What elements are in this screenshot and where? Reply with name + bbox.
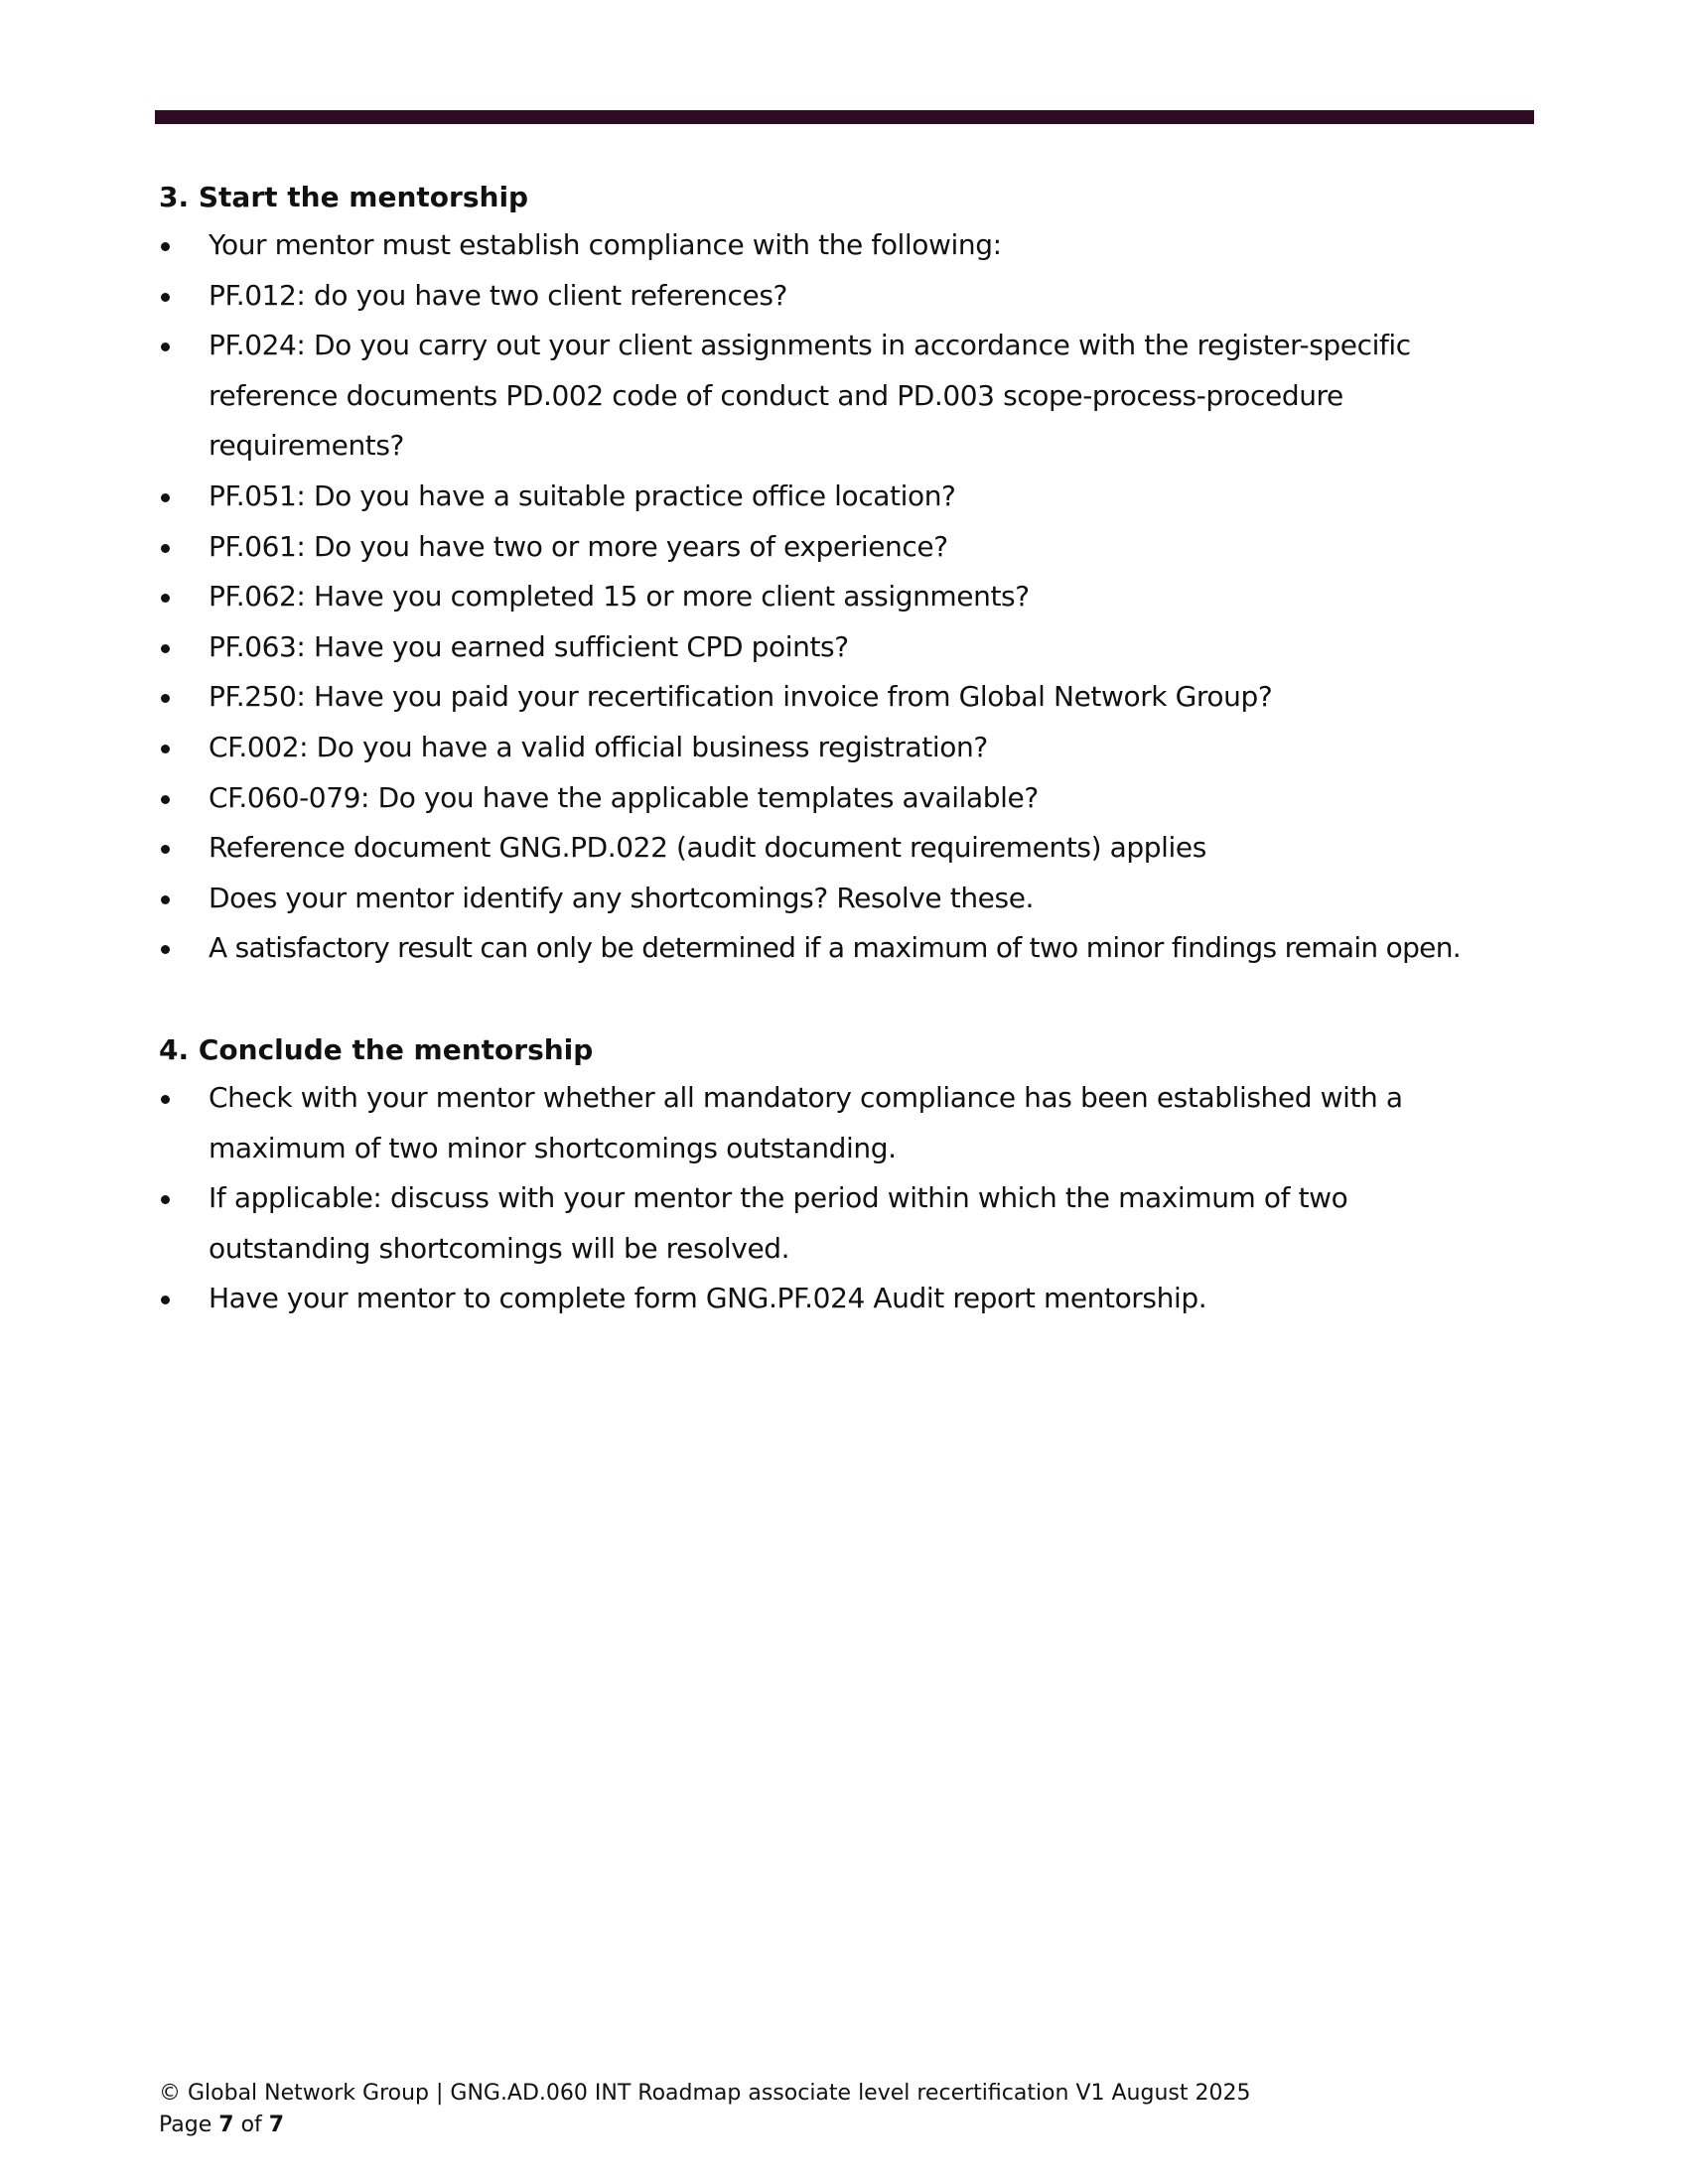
list-item bbox=[159, 1173, 1539, 1274]
list-item bbox=[159, 823, 1539, 874]
list-item-text: Your mentor must establish compliance with the following: bbox=[209, 228, 1002, 261]
footer-page-number bbox=[159, 2110, 1250, 2141]
list-item-text: PF.062: Have you completed 15 or more client assignments? bbox=[209, 580, 1030, 614]
list-item-text: PF.250: Have you paid your recertification invoice from Global Network Group? bbox=[209, 680, 1273, 714]
list-item bbox=[159, 622, 1539, 673]
list-item-text: Have your mentor to complete form GNG.PF.024 Audit report mentorship. bbox=[209, 1282, 1207, 1315]
list-item bbox=[159, 271, 1539, 322]
list-item bbox=[159, 672, 1539, 723]
bullet-icon bbox=[161, 845, 170, 854]
bullet-icon bbox=[161, 493, 170, 502]
bullet-icon bbox=[161, 1195, 170, 1204]
list-item-text: PF.024: Do you carry out your client assignments in accordance with the register-specific reference documents PD.002 code of conduct and PD.003 scope-process-procedure requirements? bbox=[209, 329, 1411, 463]
list-item bbox=[159, 1274, 1539, 1324]
page-label: Page bbox=[159, 2113, 212, 2137]
list-item-text: If applicable: discuss with your mentor the period within which the maximum of two outstanding shortcomings will be resolved. bbox=[209, 1181, 1348, 1265]
list-item bbox=[159, 773, 1539, 824]
list-item-text: CF.002: Do you have a valid official business registration? bbox=[209, 730, 988, 763]
bullet-icon bbox=[161, 342, 170, 351]
list-item-text: PF.012: do you have two client references? bbox=[209, 278, 787, 312]
page-total: 7 bbox=[268, 2113, 285, 2137]
bullet-icon bbox=[161, 293, 170, 302]
section-heading-conclude-mentorship: 4. Conclude the mentorship bbox=[159, 1032, 594, 1066]
start-mentorship-list bbox=[159, 220, 1539, 974]
list-item-text: Check with your mentor whether all mandatory compliance has been established with a maximum of two minor shortcomings outstanding. bbox=[209, 1080, 1403, 1164]
document-body bbox=[159, 175, 1539, 1324]
list-item bbox=[159, 522, 1539, 573]
list-item bbox=[159, 1073, 1539, 1173]
section-spacer bbox=[159, 974, 1539, 1027]
list-item-text: CF.060-079: Do you have the applicable templates available? bbox=[209, 780, 1039, 814]
list-item-text: PF.061: Do you have two or more years of experience? bbox=[209, 529, 948, 563]
bullet-icon bbox=[161, 1095, 170, 1104]
page-footer bbox=[159, 2078, 1250, 2141]
bullet-icon bbox=[161, 694, 170, 703]
top-divider-bar bbox=[155, 110, 1534, 124]
bullet-icon bbox=[161, 1296, 170, 1304]
page-current: 7 bbox=[218, 2113, 234, 2137]
footer-copyright: © Global Network Group | GNG.AD.060 INT Roadmap associate level recertification V1 August 2025 bbox=[159, 2081, 1251, 2106]
list-item-text: PF.063: Have you earned sufficient CPD points? bbox=[209, 629, 849, 663]
bullet-icon bbox=[161, 242, 170, 251]
list-item-text: Does your mentor identify any shortcomings? Resolve these. bbox=[209, 881, 1035, 914]
list-item bbox=[159, 874, 1539, 924]
list-item bbox=[159, 220, 1539, 271]
bullet-icon bbox=[161, 544, 170, 553]
section-heading-start-mentorship: 3. Start the mentorship bbox=[159, 181, 529, 213]
list-item-text: Reference document GNG.PD.022 (audit document requirements) applies bbox=[209, 831, 1206, 865]
list-item bbox=[159, 923, 1539, 974]
page-of: of bbox=[240, 2113, 262, 2137]
list-item-text: PF.051: Do you have a suitable practice office location? bbox=[209, 478, 956, 512]
list-item bbox=[159, 723, 1539, 773]
bullet-icon bbox=[161, 644, 170, 653]
bullet-icon bbox=[161, 945, 170, 954]
list-item bbox=[159, 572, 1539, 622]
conclude-mentorship-list bbox=[159, 1073, 1539, 1324]
bullet-icon bbox=[161, 745, 170, 753]
bullet-icon bbox=[161, 594, 170, 603]
list-item bbox=[159, 472, 1539, 522]
list-item bbox=[159, 321, 1539, 472]
bullet-icon bbox=[161, 795, 170, 804]
bullet-icon bbox=[161, 895, 170, 904]
list-item-text: A satisfactory result can only be determined if a maximum of two minor findings remain open. bbox=[209, 931, 1461, 965]
